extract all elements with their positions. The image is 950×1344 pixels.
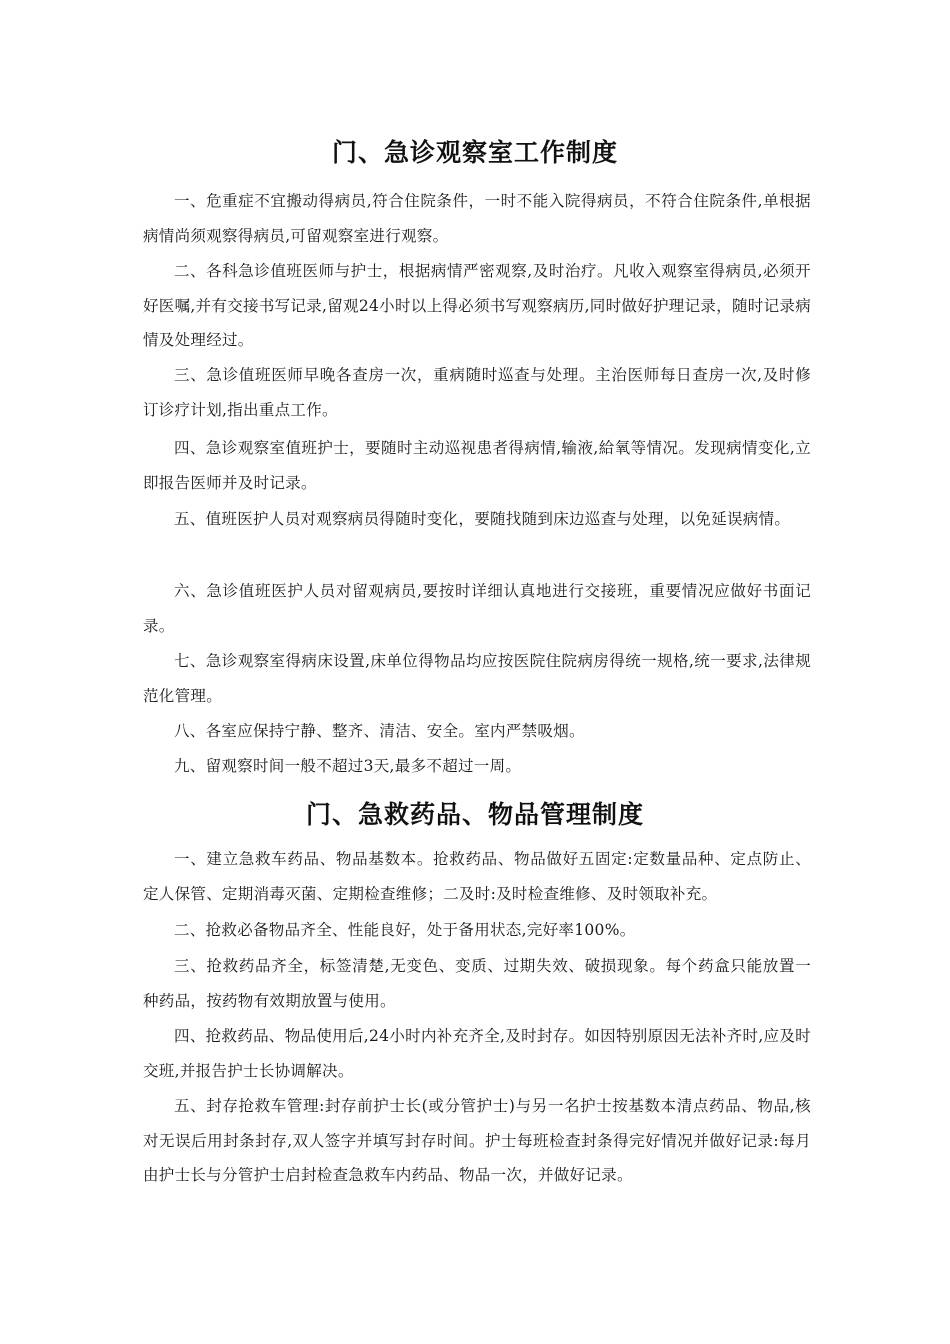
section1-title: 门、急诊观察室工作制度 — [331, 138, 618, 167]
section2-paragraph-4: 四、抢救药品、物品使用后,24小时内补充齐全,及时封存。如因特别原因无法补齐时,应及时交班,并报告护士长协调解决。 — [143, 1027, 811, 1080]
section1-paragraph-4: 四、急诊观察室值班护士，要随时主动巡视患者得病情,输液,給氧等情况。发现病情变化,立即报告医师并及时记录。 — [143, 439, 811, 492]
section2-paragraph-2: 二、抢救必备物品齐全、性能良好，处于备用状态,完好率100%。 — [174, 921, 636, 939]
section1-paragraph-7: 七、急诊观察室得病床设置,床单位得物品均应按医院住院病房得统一规格,统一要求,法律规范化管理。 — [143, 652, 811, 705]
section1-paragraph-8: 八、各室应保持宁静、整齐、清洁、安全。室内严禁吸烟。 — [174, 722, 585, 740]
section1-paragraph-6: 六、急诊值班医护人员对留观病员,要按时详细认真地进行交接班，重要情况应做好书面记录。 — [143, 582, 811, 635]
section1-paragraph-5: 五、值班医护人员对观察病员得随时变化，要随找随到床边巡查与处理，以免延误病情。 — [174, 510, 791, 528]
section1-paragraph-1: 一、危重症不宜搬动得病员,符合住院条件，一时不能入院得病员，不符合住院条件,单根据病情尚须观察得病员,可留观察室进行观察。 — [143, 192, 811, 245]
section1-paragraph-9: 九、留观察时间一般不超过3天,最多不超过一周。 — [174, 757, 522, 775]
section2-paragraph-3: 三、抢救药品齐全，标签清楚,无变色、变质、过期失效、破损现象。每个药盒只能放置一种药品，按药物有效期放置与使用。 — [143, 957, 811, 1010]
section2-paragraph-5: 五、封存抢救车管理:封存前护士长(或分管护士)与另一名护士按基数本清点药品、物品,核对无误后用封条封存,双人签字并填写封存时间。护士每班检查封条得完好情况并做好记录:每月由护士长与分管护士启封检查急救车内药品、物品一次，并做好记录。 — [143, 1097, 811, 1184]
section1-paragraph-3: 三、急诊值班医师早晚各查房一次，重病随时巡查与处理。主治医师每日查房一次,及时修订诊疗计划,指出重点工作。 — [143, 366, 811, 419]
section1-paragraph-2: 二、各科急诊值班医师与护士，根据病情严密观察,及时治疗。凡收入观察室得病员,必须开好医嘱,并有交接书写记录,留观24小时以上得必须书写观察病历,同时做好护理记录，随时记录病情及处理经过。 — [143, 262, 812, 349]
section2-paragraph-1: 一、建立急救车药品、物品基数本。抢救药品、物品做好五固定:定数量品种、定点防止、定人保管、定期消毒灭菌、定期检查维修；二及时:及时检查维修、及时领取补充。 — [143, 850, 811, 903]
section2-title: 门、急救药品、物品管理制度 — [305, 800, 644, 829]
